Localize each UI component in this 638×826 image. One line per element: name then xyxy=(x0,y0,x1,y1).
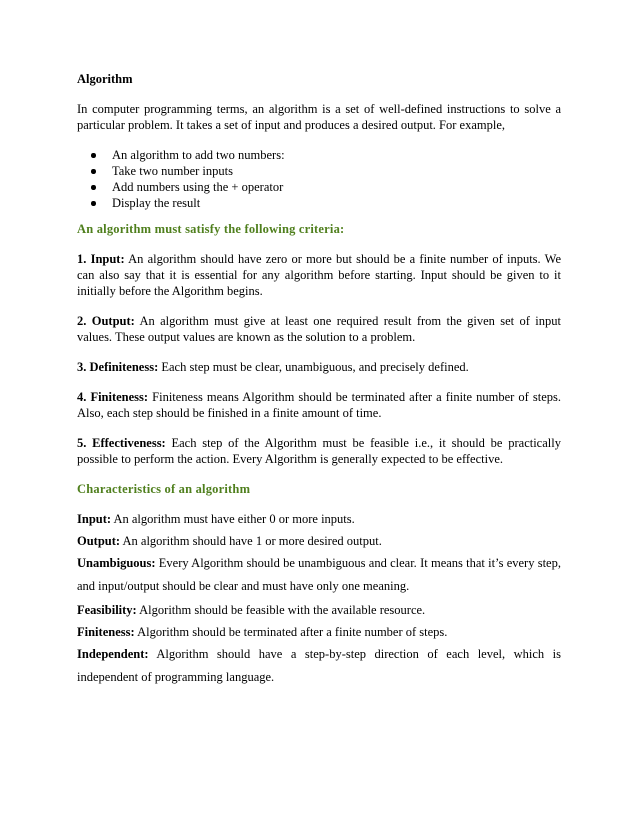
intro-paragraph: In computer programming terms, an algorithm is a set of well-defined instructions to solve a particular problem. It takes a set of input and produces a desired output. For example, xyxy=(77,102,561,132)
characteristic-text: Algorithm should be terminated after a finite number of steps. xyxy=(134,625,448,639)
characteristic-feasibility xyxy=(77,602,561,618)
bullet-item: An algorithm to add two numbers: xyxy=(77,147,561,163)
characteristic-label: Unambiguous: xyxy=(77,556,156,570)
criteria-text: An algorithm must give at least one required result from the given set of input values. These output values are known as the solution to a problem. xyxy=(77,314,561,344)
characteristic-unambiguous xyxy=(77,552,561,598)
bullet-icon xyxy=(91,201,96,206)
criteria-heading: An algorithm must satisfy the following criteria: xyxy=(77,222,345,236)
characteristic-finiteness xyxy=(77,624,561,640)
characteristic-independent xyxy=(77,643,561,689)
criteria-label: 2. Output: xyxy=(77,314,135,328)
characteristic-text: An algorithm should have 1 or more desired output. xyxy=(120,534,382,548)
criteria-item-finiteness xyxy=(77,389,561,421)
document-page xyxy=(77,71,561,693)
characteristic-text: Algorithm should have a step-by-step direction of each level, which is independent of programming language. xyxy=(77,647,561,684)
characteristic-text: Algorithm should be feasible with the available resource. xyxy=(136,603,426,617)
bullet-icon xyxy=(91,153,96,158)
bullet-icon xyxy=(91,185,96,190)
criteria-item-effectiveness xyxy=(77,435,561,467)
criteria-item-input xyxy=(77,251,561,299)
characteristic-label: Input: xyxy=(77,512,112,526)
bullet-item: Add numbers using the + operator xyxy=(77,179,561,195)
criteria-text: An algorithm should have zero or more but should be a finite number of inputs. We can also say that it is essential for any algorithm before starting. Input should be given to it initially before the Algorithm begins. xyxy=(77,252,561,298)
characteristic-text: An algorithm must have either 0 or more inputs. xyxy=(111,512,355,526)
characteristic-text: Every Algorithm should be unambiguous and clear. It means that it’s every step, and input/output should be clear and must have only one meaning. xyxy=(77,556,561,593)
characteristic-label: Feasibility: xyxy=(77,603,137,617)
bullet-item: Display the result xyxy=(77,195,561,211)
characteristic-label: Output: xyxy=(77,534,121,548)
criteria-label: 3. Definiteness: xyxy=(77,360,159,374)
criteria-text: Finiteness means Algorithm should be terminated after a finite number of steps. Also, each step should be finished in a finite amount of time. xyxy=(77,390,561,420)
bullet-item: Take two number inputs xyxy=(77,163,561,179)
page-title: Algorithm xyxy=(77,72,133,86)
criteria-label: 1. Input: xyxy=(77,252,125,266)
example-bullet-list xyxy=(77,147,561,211)
criteria-text: Each step of the Algorithm must be feasible i.e., it should be practically possible to perform the action. Every Algorithm is generally expected to be effective. xyxy=(77,436,561,466)
characteristic-output xyxy=(77,533,561,549)
bullet-icon xyxy=(91,169,96,174)
criteria-text: Each step must be clear, unambiguous, and precisely defined. xyxy=(158,360,469,374)
characteristic-input xyxy=(77,511,561,527)
criteria-item-output xyxy=(77,313,561,345)
criteria-label: 5. Effectiveness: xyxy=(77,436,166,450)
criteria-label: 4. Finiteness: xyxy=(77,390,149,404)
characteristic-label: Finiteness: xyxy=(77,625,135,639)
characteristics-heading: Characteristics of an algorithm xyxy=(77,482,251,496)
characteristic-label: Independent: xyxy=(77,647,149,661)
criteria-item-definiteness xyxy=(77,359,561,375)
